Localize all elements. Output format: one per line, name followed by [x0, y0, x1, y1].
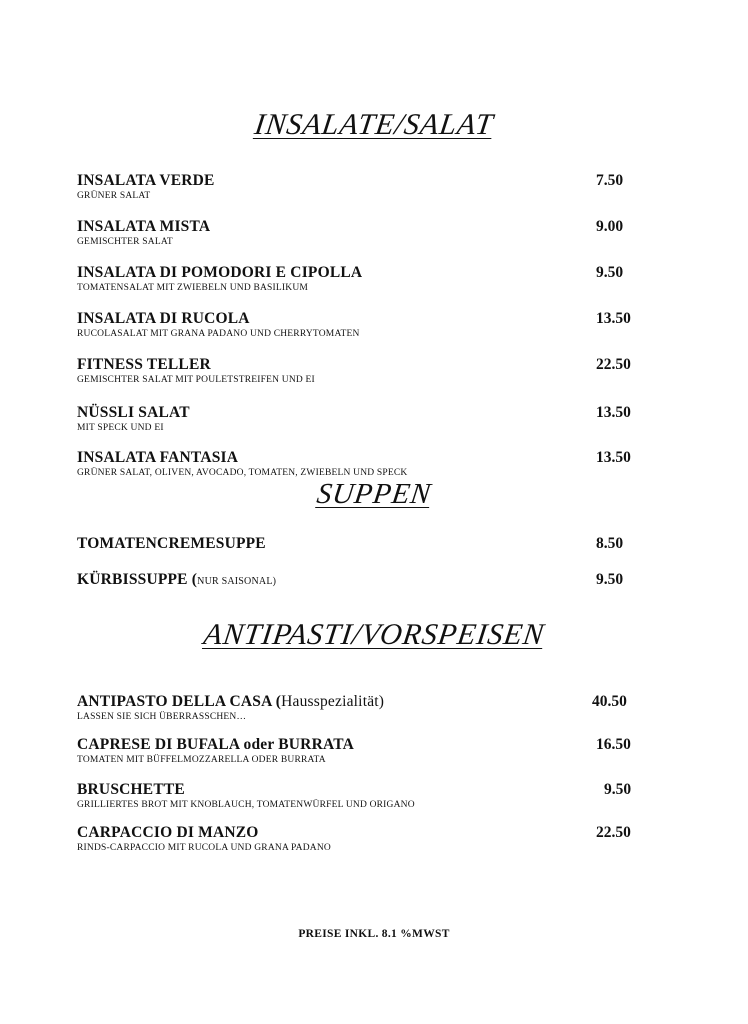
item-name-main: ANTIPASTO DELLA CASA (: [77, 693, 282, 710]
item-name: [77, 571, 637, 591]
item-name: NÜSSLI SALAT: [77, 404, 190, 421]
menu-item-kuerbissuppe: [77, 571, 637, 591]
item-name: INSALATA DI POMODORI E CIPOLLA: [77, 264, 363, 281]
menu-item-insalata-fantasia: [77, 449, 637, 479]
menu-item-insalata-pomodori: [77, 264, 637, 294]
item-description: GEMISCHTER SALAT MIT POULETSTREIFEN UND EI: [77, 375, 315, 385]
item-price: 22.50: [596, 356, 631, 373]
item-price: 13.50: [596, 449, 631, 466]
menu-item-insalata-verde: [77, 172, 637, 202]
item-name-note: Hausspezialität): [281, 693, 385, 710]
item-name: INSALATA DI RUCOLA: [77, 310, 250, 327]
item-price: 16.50: [596, 736, 631, 753]
menu-item-fitness-teller: [77, 356, 637, 386]
item-name: INSALATA VERDE: [77, 172, 215, 189]
item-price: 9.00: [596, 218, 624, 235]
item-name: TOMATENCREMESUPPE: [77, 535, 266, 552]
item-name: INSALATA FANTASIA: [77, 449, 239, 466]
section-title-suppen: SUPPEN: [314, 478, 434, 510]
item-description: GRÜNER SALAT, OLIVEN, AVOCADO, TOMATEN, ZWIEBELN UND SPECK: [77, 468, 408, 478]
menu-item-insalata-rucola: [77, 310, 637, 340]
menu-item-caprese: [77, 736, 637, 766]
menu-item-carpaccio: [77, 824, 637, 854]
item-description: GEMISCHTER SALAT: [77, 237, 173, 247]
item-price: 8.50: [596, 535, 624, 552]
item-name: [77, 693, 637, 711]
menu-item-nuessli-salat: [77, 404, 637, 434]
menu-item-tomatencremesuppe: [77, 535, 637, 553]
item-description: RUCOLASALAT MIT GRANA PADANO UND CHERRYTOMATEN: [77, 329, 360, 339]
item-price: 13.50: [596, 310, 631, 327]
item-price: 13.50: [596, 404, 631, 421]
item-description: LASSEN SIE SICH ÜBERRASSCHEN…: [77, 712, 247, 722]
item-description: GRILLIERTES BROT MIT KNOBLAUCH, TOMATENWÜRFEL UND ORIGANO: [77, 800, 415, 810]
menu-item-antipasto-casa: [77, 693, 637, 723]
section-title-antipasti: ANTIPASTI/VORSPEISEN: [201, 618, 547, 651]
item-description: TOMATEN MIT BÜFFELMOZZARELLA ODER BURRATA: [77, 755, 326, 765]
item-name: CARPACCIO DI MANZO: [77, 824, 259, 841]
item-name: CAPRESE DI BUFALA oder BURRATA: [77, 736, 354, 753]
item-description: MIT SPECK UND EI: [77, 423, 164, 433]
item-price: 9.50: [596, 571, 624, 588]
item-price: 9.50: [596, 264, 624, 281]
item-name-note: NUR SAISONAL): [197, 576, 277, 587]
item-name: BRUSCHETTE: [77, 781, 185, 798]
item-description: GRÜNER SALAT: [77, 191, 151, 201]
item-price: 22.50: [596, 824, 631, 841]
item-price: 40.50: [592, 693, 627, 710]
item-price: 7.50: [596, 172, 624, 189]
menu-item-insalata-mista: [77, 218, 637, 248]
item-name: FITNESS TELLER: [77, 356, 211, 373]
item-price: 9.50: [604, 781, 632, 798]
price-note-footer: PREISE INKL. 8.1 %MWST: [298, 928, 450, 940]
item-description: RINDS-CARPACCIO MIT RUCOLA UND GRANA PADANO: [77, 843, 331, 853]
item-description: TOMATENSALAT MIT ZWIEBELN UND BASILIKUM: [77, 283, 309, 293]
item-name-main: KÜRBISSUPPE (: [77, 571, 198, 588]
section-title-salat: INSALATE/SALAT: [252, 108, 496, 141]
menu-item-bruschette: [77, 781, 637, 811]
item-name: INSALATA MISTA: [77, 218, 211, 235]
